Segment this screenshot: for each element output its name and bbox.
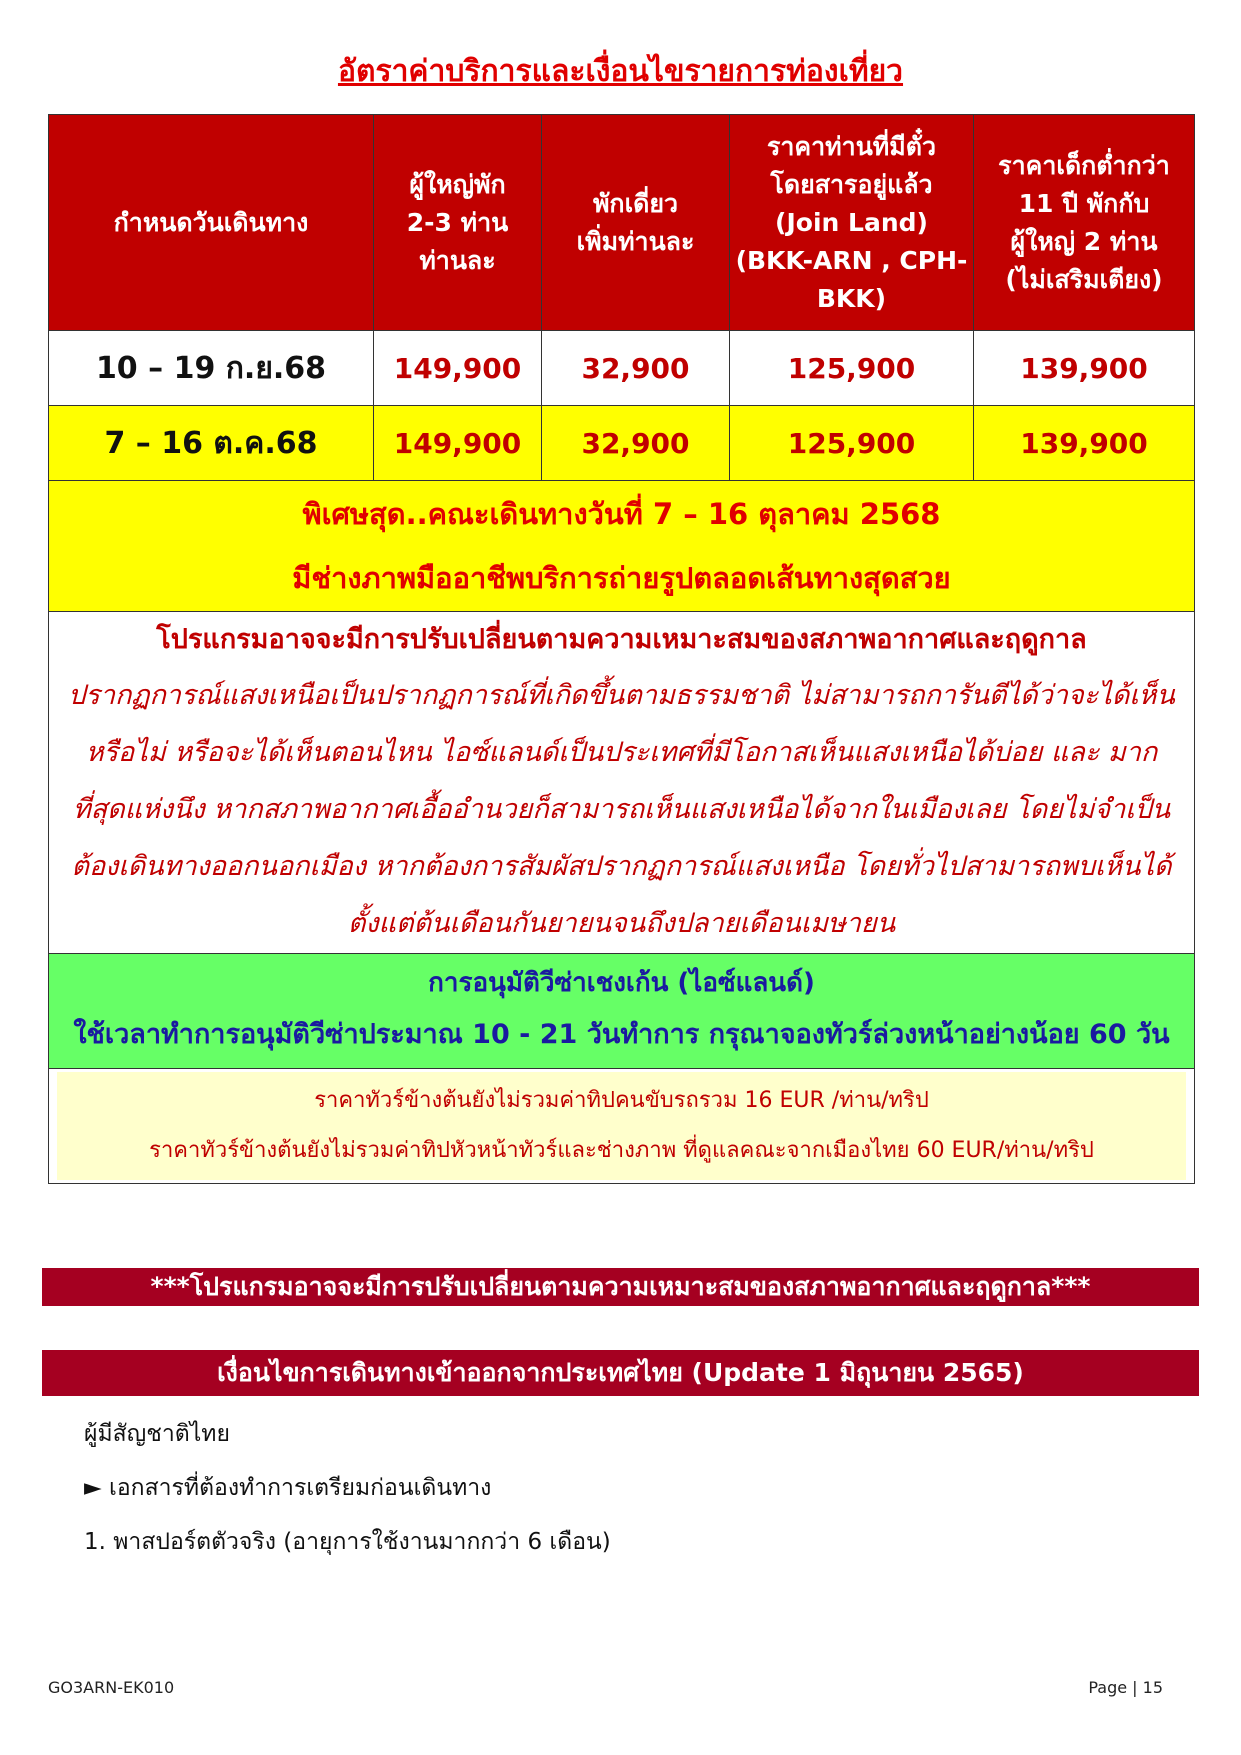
joinland-price-cell: 125,900 [730,331,974,406]
visa-row [49,954,1195,1069]
passport-requirement: 1. พาสปอร์ตตัวจริง (อายุการใช้งานมากกว่า 6 เดือน) [84,1529,611,1555]
date-cell: 7 – 16 ต.ค.68 [49,406,374,481]
header-child: ราคาเด็กต่ำกว่า 11 ปี พักกับ ผู้ใหญ่ 2 ท่าน (ไม่เสริมเตียง) [974,115,1195,331]
header-single: พักเดี่ยว เพิ่มท่านละ [542,115,730,331]
table-header-row [49,115,1195,331]
single-price-cell: 32,900 [542,331,730,406]
visa-body: ใช้เวลาทำการอนุมัติวีซ่าประมาณ 10 - 21 วันทำการ กรุณาจองทัวร์ล่วงหน้าอย่างน้อย 60 วัน [73,1019,1170,1050]
travel-conditions-banner: เงื่อนไขการเดินทางเข้าออกจากประเทศไทย (Update 1 มิถุนายน 2565) [42,1350,1199,1396]
adult-price-cell: 149,900 [374,331,542,406]
tip-guide: ราคาทัวร์ข้างต้นยังไม่รวมค่าทิปหัวหน้าทัวร์และช่างภาพ ที่ดูแลคณะจากเมืองไทย 60 EUR/ท่าน/ทริป [149,1138,1094,1163]
page-title: อัตราค่าบริการและเงื่อนไขรายการท่องเที่ยว [337,54,904,89]
documents-heading: ► เอกสารที่ต้องทำการเตรียมก่อนเดินทาง [84,1475,492,1501]
header-date: กำหนดวันเดินทาง [49,115,374,331]
child-price-cell: 139,900 [974,331,1195,406]
special-offer-row [49,481,1195,612]
thai-nationals-heading: ผู้มีสัญชาติไทย [84,1421,230,1447]
tips-row [49,1069,1195,1184]
header-adult: ผู้ใหญ่พัก 2-3 ท่าน ท่านละ [374,115,542,331]
notice-heading: โปรแกรมอาจจะมีการปรับเปลี่ยนตามความเหมาะสมของสภาพอากาศและฤดูกาล [156,624,1087,655]
tip-driver: ราคาทัวร์ข้างต้นยังไม่รวมค่าทิปคนขับรถรวม 16 EUR /ท่าน/ทริป [314,1088,929,1113]
footer-code: GO3ARN-EK010 [48,1678,175,1697]
table-row [49,406,1195,481]
header-joinland: ราคาท่านที่มีตั๋ว โดยสารอยู่แล้ว (Join Land) (BKK-ARN , CPH- BKK) [730,115,974,331]
joinland-price-cell: 125,900 [730,406,974,481]
price-table [48,114,1195,1184]
child-price-cell: 139,900 [974,406,1195,481]
adult-price-cell: 149,900 [374,406,542,481]
footer-page-number: Page | 15 [1088,1678,1163,1697]
date-cell: 10 – 19 ก.ย.68 [49,331,374,406]
notice-body: ปรากฏการณ์แสงเหนือเป็นปรากฏการณ์ที่เกิดขึ้นตามธรรมชาติ ไม่สามารถการันตีได้ว่าจะได้เห็น หรือไม่ หรือจะได้เห็นตอนไหน ไอซ์แลนด์เป็นประเทศที่มีโอกาสเห็นแสงเหนือได้บ่อย และ มากที่สุดแห่งนึง หากสภาพอากาศเอื้ออำนวยก็สามารถเห็นแสงเหนือได้จากในเมืองเลย โดยไม่จำเป็นต้องเดินทางออกนอกเมือง หากต้องการสัมผัสปรากฏการณ์แสงเหนือ โดยทั่วไปสามารถพบเห็นได้ ตั้งแต่ต้นเดือนกันยายนจนถึงปลายเดือนเมษายน [68,680,1175,939]
visa-heading: การอนุมัติวีซ่าเชงเก้น (ไอซ์แลนด์) [428,968,815,998]
notice-row [49,612,1195,954]
special-offer-line2: มีช่างภาพมืออาชีพบริการถ่ายรูปตลอดเส้นทางสุดสวย [292,561,951,595]
single-price-cell: 32,900 [542,406,730,481]
table-row [49,331,1195,406]
program-change-banner: ***โปรแกรมอาจจะมีการปรับเปลี่ยนตามความเหมาะสมของสภาพอากาศและฤดูกาล*** [42,1268,1199,1306]
tips-box [57,1072,1186,1180]
special-offer-line1: พิเศษสุด..คณะเดินทางวันที่ 7 – 16 ตุลาคม 2568 [302,497,941,531]
